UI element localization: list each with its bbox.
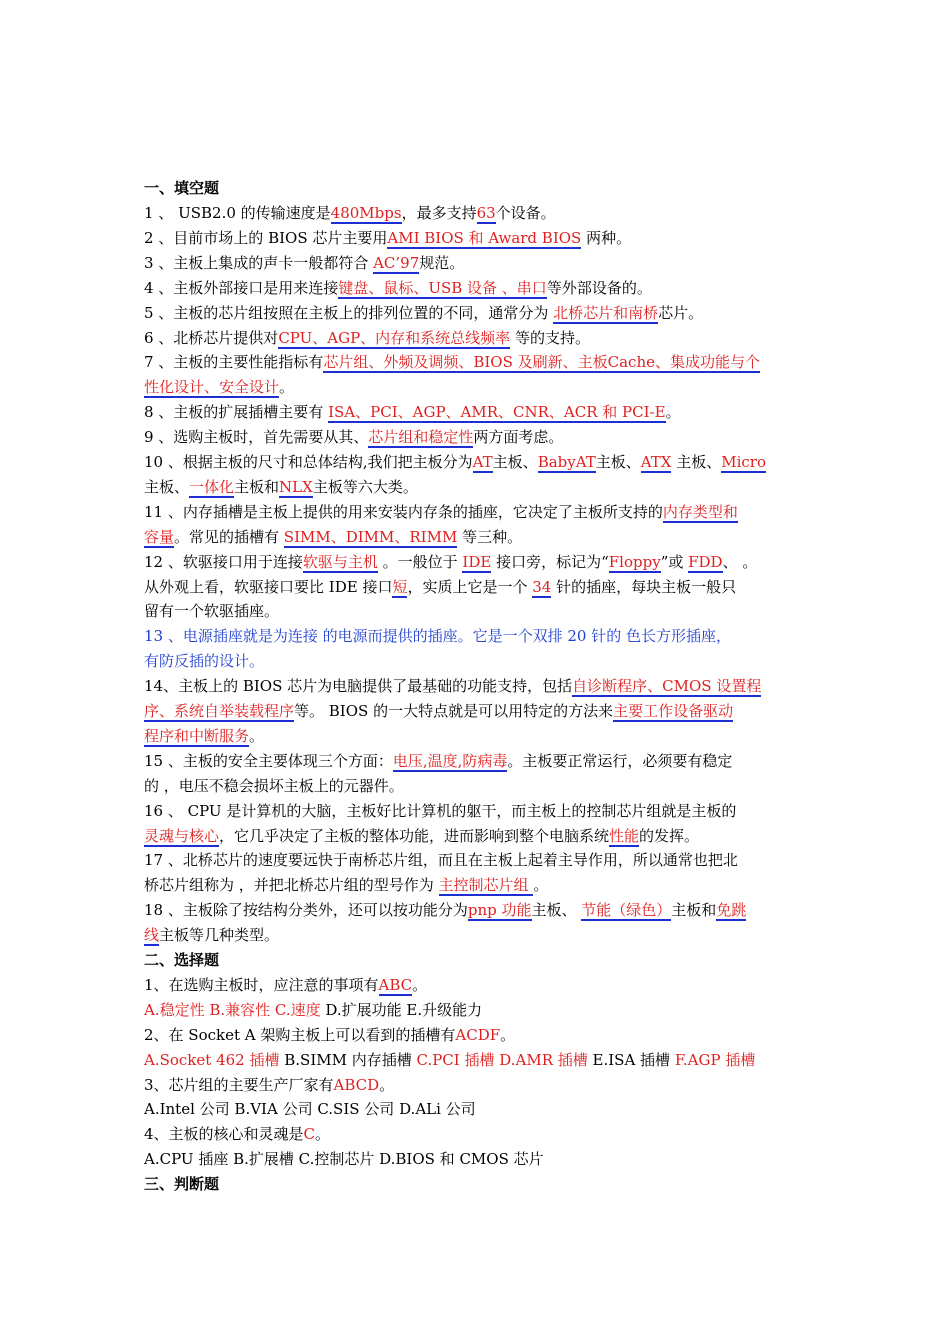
answer-text: 内存类型和 xyxy=(662,502,738,521)
question-text: 。 xyxy=(249,726,265,745)
question-text: 。 xyxy=(665,403,681,422)
text-line xyxy=(144,950,814,970)
text-line xyxy=(144,502,814,522)
question-text: 。 xyxy=(379,1075,395,1094)
answer-text: 程序和中断服务 xyxy=(144,726,250,745)
text-line xyxy=(144,1149,814,1169)
question-text: 6 、北桥芯片提供对 xyxy=(144,328,279,347)
question-text: 1 、 USB2.0 的传输速度是 xyxy=(144,204,331,222)
question-text: 3 、主板上集成的声卡一般都符合 xyxy=(144,253,374,272)
section-heading: 三、判断题 xyxy=(144,1175,220,1194)
answer-text: Micro xyxy=(721,453,767,471)
answer-text: 软驱与主机 xyxy=(302,552,378,571)
text-line xyxy=(144,377,814,397)
question-text: 留有一个软驱插座。 xyxy=(144,602,280,621)
answer-text: 北桥芯片和南桥 xyxy=(553,303,659,322)
question-text: 等。 BIOS 的一大特点就是可以用特定的方法来 xyxy=(294,702,614,720)
question-text: 1、在选购主板时，应注意的事项有 xyxy=(144,975,379,994)
question-text: 的 ，电压不稳会损坏主板上的元器件。 xyxy=(144,776,404,795)
answer-text: C xyxy=(303,1125,316,1144)
section-heading-fill-in: 一、填空题 xyxy=(144,179,220,197)
question-text: D.扩展功能 E.升级能力 xyxy=(320,1000,483,1019)
answer-text: 电压,温度,防病毒 xyxy=(392,751,508,770)
question-text: 主板和 xyxy=(671,901,717,920)
answer-text: 灵魂与核心 xyxy=(144,826,220,845)
text-line xyxy=(144,826,814,846)
question-text: 9 、选购主板时，首先需要从其、 xyxy=(144,428,369,447)
text-line xyxy=(144,776,814,796)
question-text: 从外观上看，软驱接口要比 IDE 接口 xyxy=(144,577,393,596)
answer-text: 序、系统自举装载程序 xyxy=(144,702,295,720)
question-text: 主板、 xyxy=(492,453,538,471)
question-text: 等外部设备的。 xyxy=(546,278,652,297)
text-line xyxy=(144,875,814,895)
question-text: 主板和 xyxy=(234,477,280,496)
answer-text: 性化设计、安全设计 xyxy=(144,378,280,397)
text-line xyxy=(144,577,814,597)
text-line xyxy=(144,228,814,248)
question-text: 主板、 xyxy=(671,453,722,471)
question-text: 4、主板的核心和灵魂是 xyxy=(144,1125,304,1144)
answer-text: Floppy xyxy=(608,552,661,571)
question-text: 15 、主板的安全主要体现三个方面： xyxy=(144,751,393,770)
text-line xyxy=(144,1124,814,1144)
answer-text: IDE xyxy=(462,552,492,571)
text-line xyxy=(144,1050,814,1070)
text-line xyxy=(144,477,814,497)
text-line xyxy=(144,1174,814,1194)
question-text: 10 、根据主板的尺寸和总体结构,我们把主板分为 xyxy=(144,453,473,471)
question-text: 个设备。 xyxy=(495,204,556,222)
answer-text: 性能 xyxy=(609,826,640,845)
question-text: 等的支持。 xyxy=(510,328,590,347)
answer-text: AMI BIOS 和 Award BIOS xyxy=(387,228,582,247)
question-text: 规范。 xyxy=(419,253,465,272)
answer-text: ACDF xyxy=(455,1025,501,1044)
text-line xyxy=(144,751,814,771)
question-text: A.CPU 插座 B.扩展槽 C.控制芯片 D.BIOS 和 CMOS 芯片 xyxy=(144,1150,544,1169)
answer-text: 34 xyxy=(532,577,552,596)
question-text: 5 、主板的芯片组按照在主板上的排列位置的不同，通常分为 xyxy=(144,303,554,322)
text-line xyxy=(144,253,814,273)
text-line xyxy=(144,1000,814,1020)
question-text: 、 。 xyxy=(722,552,758,571)
text-line xyxy=(144,651,814,671)
question-text: 16 、 CPU 是计算机的大脑，主板好比计算机的躯干，而主板上的控制芯片组就是主板的 xyxy=(144,801,737,820)
question-text: 。 xyxy=(533,876,549,895)
answer-text: AT xyxy=(472,453,493,471)
question-text: 等三种。 xyxy=(457,527,523,546)
question-text: 11 、内存插槽是主板上提供的用来安装内存条的插座，它决定了主板所支持的 xyxy=(144,502,663,521)
text-line xyxy=(144,701,814,721)
text-line xyxy=(144,452,814,472)
question-text: 接口旁，标记为“ xyxy=(491,552,609,571)
question-text: 主板、 xyxy=(595,453,641,471)
text-line xyxy=(144,601,814,621)
text-line xyxy=(144,726,814,746)
text-line xyxy=(144,626,814,646)
question-text: ，最多支持 xyxy=(401,204,477,222)
text-line xyxy=(144,303,814,323)
answer-text: A.稳定性 B.兼容性 C.速度 xyxy=(144,1000,321,1019)
text-line xyxy=(144,328,814,348)
text-line xyxy=(144,1075,814,1095)
answer-text: pnp 功能 xyxy=(467,901,532,920)
answer-text: NLX xyxy=(279,477,313,496)
question-text: 有防反插的设计。 xyxy=(144,652,265,671)
answer-text: 一体化 xyxy=(189,477,235,496)
answer-text: C.PCI 插槽 D.AMR 插槽 xyxy=(416,1050,588,1069)
text-line xyxy=(144,1099,814,1119)
answer-text: 键盘、鼠标、USB 设备 、串口 xyxy=(338,278,547,297)
question-text: 17 、北桥芯片的速度要远快于南桥芯片组，而且在主板上起着主导作用，所以通常也把北 xyxy=(144,851,738,870)
question-text: 13 、电源插座就是为连接 的电源而提供的插座。它是一个双排 20 针的 色长方形插座， xyxy=(144,627,732,646)
question-text: 18 、主板除了按结构分类外，还可以按功能分为 xyxy=(144,901,468,920)
answer-text: 主控制芯片组 xyxy=(438,876,534,895)
question-text: 12 、软驱接口用于连接 xyxy=(144,552,303,571)
question-text: 芯片。 xyxy=(658,303,704,322)
question-text: 主板、 xyxy=(144,477,190,496)
text-line xyxy=(144,527,814,547)
answer-text: 芯片组、外频及调频、BIOS 及刷新、主板Cache、集成功能与个 xyxy=(323,353,760,372)
question-text: 7 、主板的主要性能指标有 xyxy=(144,353,324,372)
question-text: 2、在 Socket A 架购主板上可以看到的插槽有 xyxy=(144,1025,456,1044)
question-text: 。 xyxy=(315,1125,331,1144)
answer-text: CPU、AGP、内存和系统总线频率 xyxy=(278,328,511,347)
answer-text: F.AGP 插槽 xyxy=(674,1050,756,1069)
answer-text: ABC xyxy=(378,975,413,994)
question-text: 8 、主板的扩展插槽主要有 xyxy=(144,403,329,422)
question-text: 主板等几种类型。 xyxy=(159,926,280,945)
answer-text: 主要工作设备驱动 xyxy=(613,702,734,720)
question-text: A.Intel 公司 B.VIA 公司 C.SIS 公司 D.ALi 公司 xyxy=(144,1100,476,1119)
answer-text: 线 xyxy=(144,926,160,945)
answer-text: ISA、PCI、AGP、AMR、CNR、ACR 和 PCI-E xyxy=(328,403,666,422)
text-line xyxy=(144,975,814,995)
text-line xyxy=(144,925,814,945)
answer-text: AC’97 xyxy=(373,253,420,272)
text-line xyxy=(144,676,814,696)
question-text: 。 xyxy=(500,1025,516,1044)
answer-text: A.Socket 462 插槽 xyxy=(144,1050,280,1069)
question-text: 4 、主板外部接口是用来连接 xyxy=(144,278,339,297)
section-heading: 二、选择题 xyxy=(144,951,220,969)
question-text: 两方面考虑。 xyxy=(473,428,564,447)
text-line xyxy=(144,278,814,298)
question-text: 3、芯片组的主要生产厂家有 xyxy=(144,1075,334,1094)
answer-text: ATX xyxy=(640,453,672,471)
answer-text: BabyAT xyxy=(537,453,596,471)
question-text: 针的插座，每块主板一般只 xyxy=(551,577,737,596)
text-line xyxy=(144,352,814,372)
text-line xyxy=(144,427,814,447)
question-text: B.SIMM 内存插槽 xyxy=(279,1050,417,1069)
text-line xyxy=(144,203,814,223)
question-text: 两种。 xyxy=(581,228,632,247)
text-line xyxy=(144,900,814,920)
text-line xyxy=(144,801,814,821)
answer-text: 免跳 xyxy=(716,901,747,920)
question-text: 。主板要正常运行，必须要有稳定 xyxy=(507,751,733,770)
question-text: 主板、 xyxy=(531,901,582,920)
answer-text: 容量 xyxy=(144,527,175,546)
question-text: 。一般位于 xyxy=(377,552,463,571)
question-text: ，实质上它是一个 xyxy=(407,577,533,596)
text-line xyxy=(144,850,814,870)
answer-text: 芯片组和稳定性 xyxy=(368,428,474,447)
answer-text: SIMM、DIMM、RIMM xyxy=(283,527,458,546)
answer-text: 480Mbps xyxy=(330,204,402,222)
answer-text: 节能（绿色） xyxy=(581,901,672,920)
answer-text: FDD xyxy=(688,552,723,571)
text-line xyxy=(144,402,814,422)
question-text: 桥芯片组称为 ，并把北桥芯片组的型号作为 xyxy=(144,876,439,895)
question-text: ，它几乎决定了主板的整体功能，进而影响到整个电脑系统 xyxy=(219,826,610,845)
answer-text: 自诊断程序、CMOS 设置程 xyxy=(572,677,762,696)
question-text: 。 xyxy=(412,975,428,994)
question-text: ”或 xyxy=(660,552,689,571)
question-text: E.ISA 插槽 xyxy=(587,1050,675,1069)
text-line xyxy=(144,552,814,572)
question-text: 2 、目前市场上的 BIOS 芯片主要用 xyxy=(144,228,388,247)
answer-text: 短 xyxy=(392,577,408,596)
question-text: 主板等六大类。 xyxy=(312,477,418,496)
question-text: 。常见的插槽有 xyxy=(174,527,284,546)
question-text: 14、主板上的 BIOS 芯片为电脑提供了最基础的功能支持，包括 xyxy=(144,677,573,696)
question-text: 。 xyxy=(279,378,295,397)
text-line xyxy=(144,1025,814,1045)
question-text: 的发挥。 xyxy=(639,826,700,845)
answer-text: 63 xyxy=(476,204,496,222)
answer-text: ABCD xyxy=(333,1075,380,1094)
